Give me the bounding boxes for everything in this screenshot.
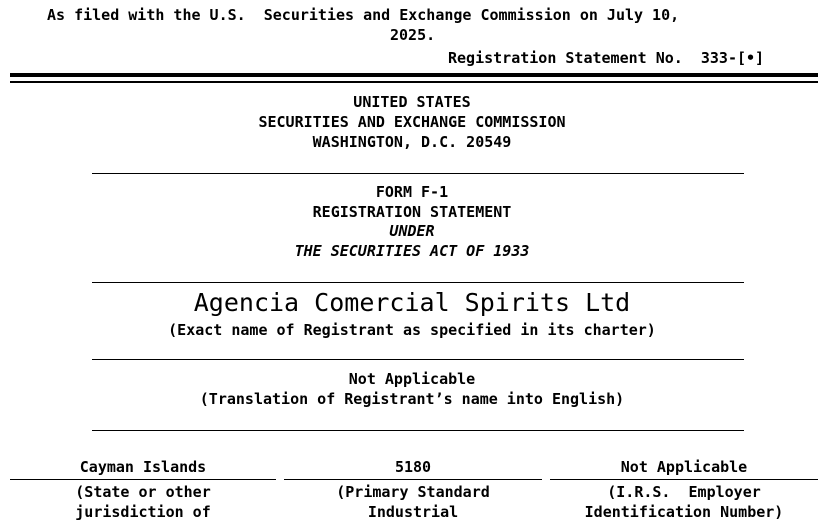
- sic-code-caption-1: (Primary Standard: [336, 483, 490, 501]
- form-type: REGISTRATION STATEMENT: [312, 203, 512, 221]
- registrant-name: Agencia Comercial Spirits Ltd: [193, 288, 631, 317]
- jurisdiction-value: Cayman Islands: [79, 458, 207, 476]
- form-act: THE SECURITIES ACT OF 1933: [294, 242, 530, 260]
- column-rule-2: [284, 479, 542, 480]
- sic-code-caption-2: Industrial: [367, 503, 459, 521]
- sic-code-value: 5180: [394, 458, 432, 476]
- form-under: UNDER: [389, 222, 435, 240]
- column-rule-1: [10, 479, 276, 480]
- jurisdiction-caption-1: (State or other: [75, 483, 211, 501]
- translation-value: Not Applicable: [348, 370, 476, 388]
- agency-line-1: UNITED STATES: [353, 93, 471, 111]
- registrant-name-caption: (Exact name of Registrant as specified in its charter): [168, 321, 656, 339]
- filed-line-2: 2025.: [390, 26, 436, 44]
- divider-3: [92, 359, 744, 360]
- divider-2: [92, 282, 744, 283]
- jurisdiction-caption-2: jurisdiction of: [75, 503, 211, 521]
- agency-line-3: WASHINGTON, D.C. 20549: [312, 133, 512, 151]
- agency-line-2: SECURITIES AND EXCHANGE COMMISSION: [258, 113, 566, 131]
- form-name: FORM F-1: [375, 183, 449, 201]
- divider-1: [92, 173, 744, 174]
- filed-line-1: As filed with the U.S. Securities and Exchange Commission on July 10,: [47, 6, 680, 24]
- irs-number-caption-1: (I.R.S. Employer: [607, 483, 761, 501]
- column-rule-3: [550, 479, 818, 480]
- registration-number: Registration Statement No. 333-[•]: [448, 49, 765, 67]
- irs-number-value: Not Applicable: [620, 458, 748, 476]
- double-rule-top: [10, 73, 818, 77]
- divider-4: [92, 430, 744, 431]
- translation-caption: (Translation of Registrant’s name into English): [199, 390, 625, 408]
- double-rule-bottom: [10, 81, 818, 83]
- irs-number-caption-2: Identification Number): [584, 503, 784, 521]
